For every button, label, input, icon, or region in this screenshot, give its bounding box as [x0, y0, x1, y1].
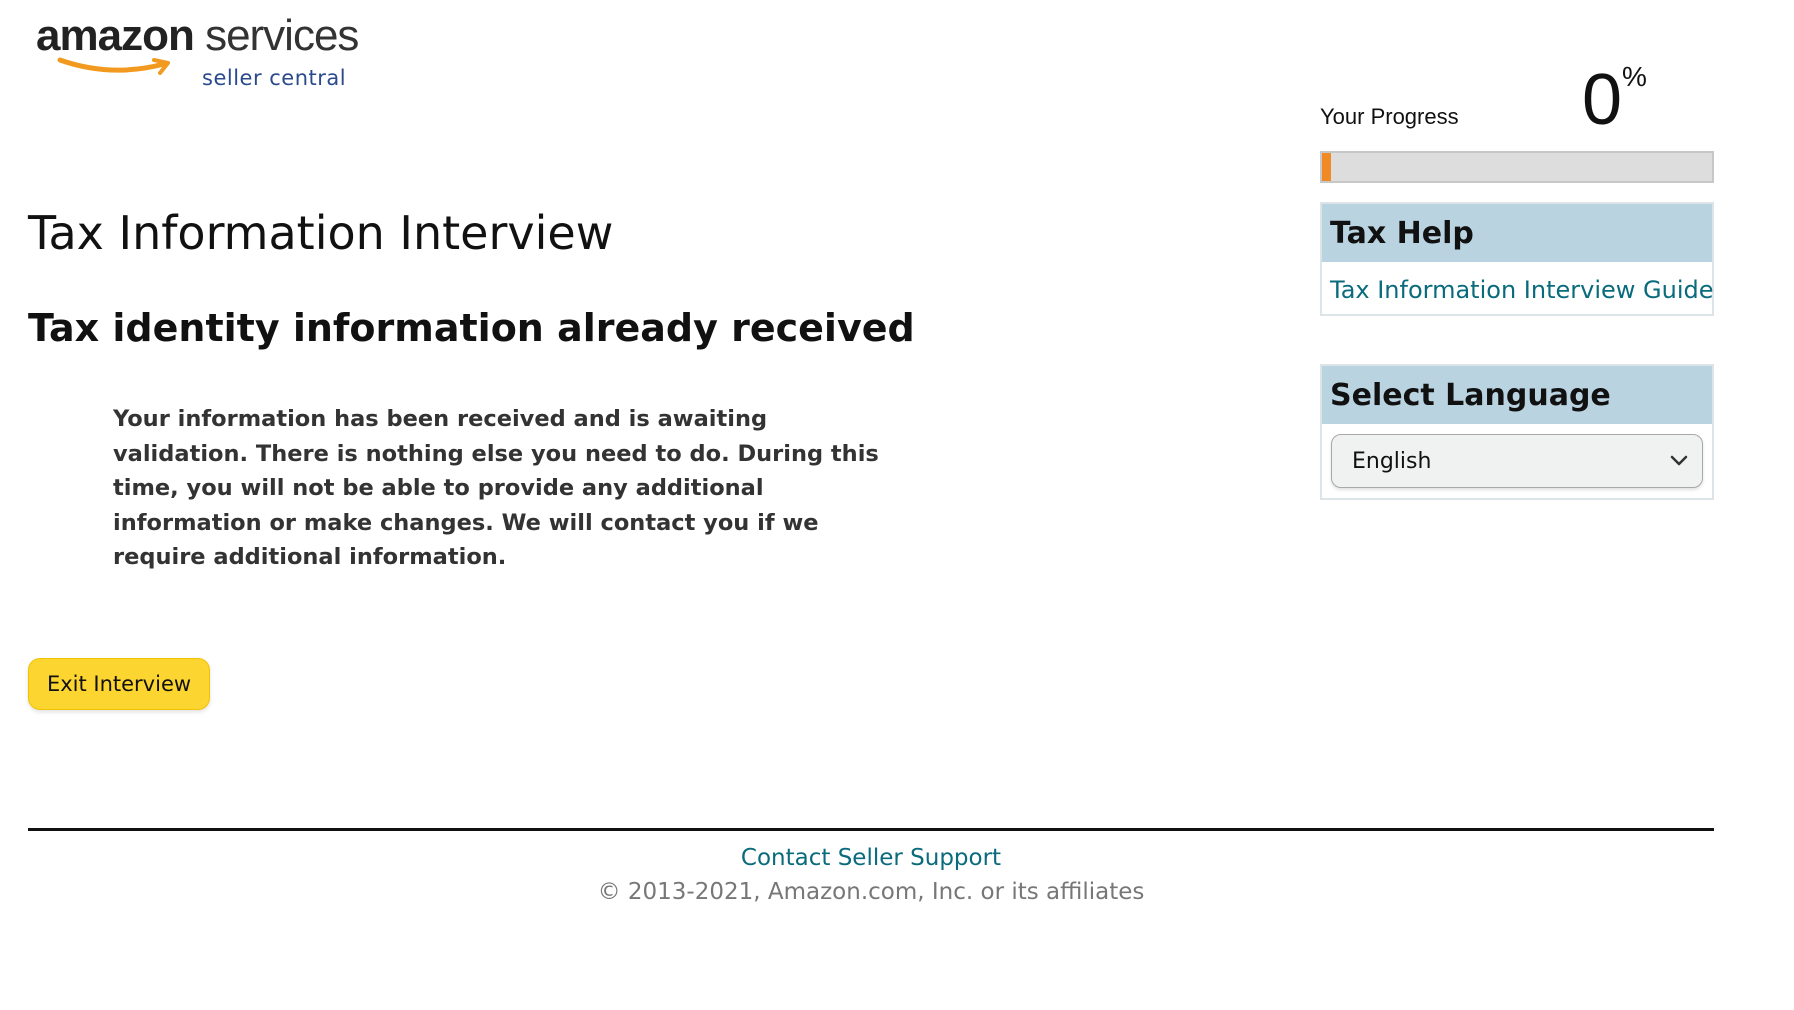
logo-subtitle: seller central [202, 66, 347, 90]
logo-word-amazon: amazon [36, 11, 194, 60]
tax-help-title: Tax Help [1322, 204, 1712, 264]
section-title: Tax identity information already received [28, 306, 915, 350]
tax-help-panel [1320, 202, 1714, 316]
language-panel-title: Select Language [1322, 366, 1712, 426]
footer-divider [28, 828, 1714, 831]
logo-wordmark [36, 11, 359, 60]
progress-unit: % [1622, 61, 1647, 92]
progress-number: 0 [1582, 60, 1623, 140]
logo-word-services: services [205, 11, 359, 60]
language-select[interactable] [1331, 434, 1703, 488]
status-message: Your information has been received and is awaiting validation. There is nothing else you need to do. During this time, you will not be able to provide any additional information or make changes. We will contact you if we require additional information. [113, 406, 879, 570]
language-panel [1320, 364, 1714, 500]
amazon-services-logo [36, 11, 366, 90]
exit-interview-button[interactable]: Exit Interview [28, 658, 210, 710]
contact-seller-support-link[interactable]: Contact Seller Support [740, 845, 1002, 871]
copyright-text: © 2013-2021, Amazon.com, Inc. or its affiliates [597, 879, 1145, 905]
amazon-smile-icon [56, 56, 186, 76]
progress-bar-fill [1322, 153, 1331, 181]
progress-value [1582, 60, 1647, 140]
progress-bar [1320, 151, 1714, 183]
page-title: Tax Information Interview [28, 206, 614, 260]
language-selected-value: English [1352, 448, 1432, 474]
tax-interview-guide-link[interactable]: Tax Information Interview Guide [1330, 276, 1714, 304]
progress-label: Your Progress [1320, 104, 1459, 129]
chevron-down-icon [1670, 455, 1688, 467]
